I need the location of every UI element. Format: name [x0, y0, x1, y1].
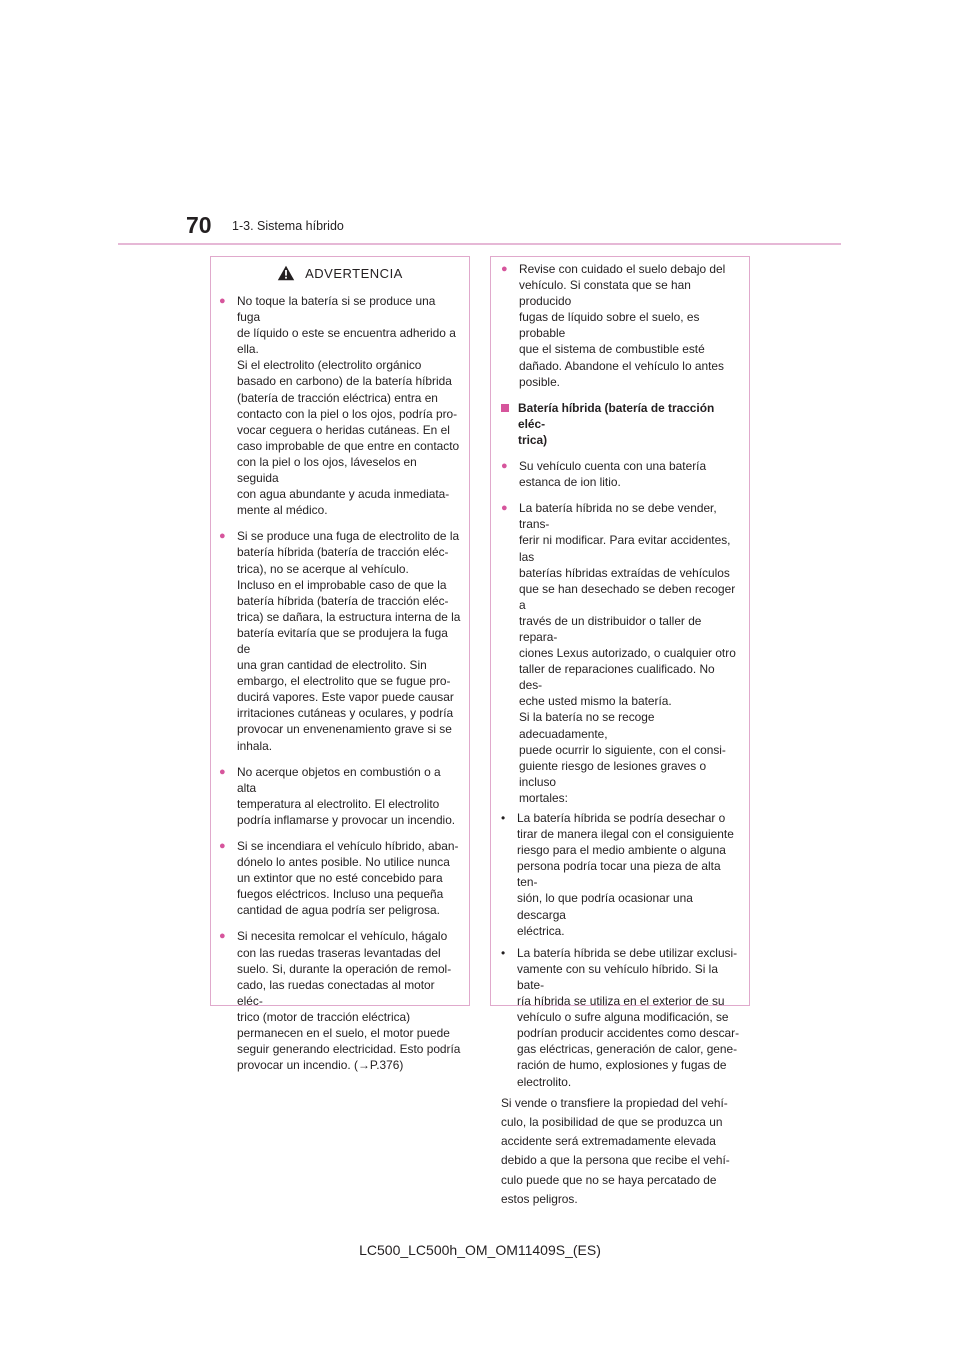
square-bullet-icon [501, 404, 509, 412]
list-item [219, 764, 461, 828]
list-item [501, 261, 741, 390]
warning-title: ADVERTENCIA [305, 265, 403, 281]
info-bullet-text: Su vehículo cuenta con una batería estanca de ion litio. [519, 459, 707, 490]
bullet-icon: ● [219, 530, 226, 543]
list-item [501, 458, 741, 490]
bullet-icon: ● [219, 295, 226, 307]
warning-header [211, 257, 469, 289]
list-item [219, 838, 461, 918]
sub-list-item [501, 810, 741, 939]
document-id: LC500_LC500h_OM_OM11409S_(ES) [359, 1242, 601, 1258]
bullet-icon: ● [219, 930, 226, 943]
info-bullet-text: La batería híbrida no se debe vender, trans- ferir ni modificar. Para evitar accidentes, las baterías híbridas extraídas de vehículos que se han desechado se deben recoger a través de un distribuidor o taller de repara- ciones Lexus autorizado, o cualquier otro taller de reparaciones cualificado. No des- eche usted mismo la batería. Si la batería no se recoge adecuadamente, puede ocurrir lo siguiente, con el consi- guiente riesgo de lesiones graves o incluso mortales: [519, 501, 736, 805]
section-title: 1-3. Sistema híbrido [232, 219, 344, 233]
warning-bullet-text: No acerque objetos en combustión o a alta temperatura al electrolito. El electrolito podría inflamarse y provocar un incendio. [237, 764, 456, 827]
sub-bullet-icon: • [501, 811, 506, 825]
warning-box [210, 256, 470, 1073]
closing-paragraph: Si vende o transfiere la propiedad del vehí- culo, la posibilidad de que se produzca un accidente será extremadamente elevada debido a que la persona que recibe el vehí- culo puede que no se haya percatado de estos peligros. [501, 1095, 730, 1207]
bullet-icon: ● [219, 840, 226, 852]
bullet-icon: ● [219, 765, 226, 778]
subheading [501, 400, 741, 448]
subheading-text: Batería híbrida (batería de tracción eléc- trica) [518, 400, 715, 447]
info-box [490, 256, 750, 1207]
sub-list-item [501, 945, 741, 1090]
warning-bullet-text: Si se produce una fuga de electrolito de la batería híbrida (batería de tracción eléc- trica), no se acerque al vehículo. Incluso en el improbable caso de que la batería híbrida (batería de tracción eléc- trica) se dañara, la estructura interna de la batería evitaría que se produjera la fuga de una gran cantidad de electrolito. Sin embargo, el electrolito que se fugue pro- ducirá vapores. Este vapor puede causar irritaciones cutáneas y oculares, y podría provocar un envenenamiento grave si se inhala. [237, 529, 461, 753]
header-rule [118, 243, 841, 245]
page-number: 70 [186, 212, 212, 238]
sub-bullet-icon: • [501, 945, 506, 960]
sub-item-text: La batería híbrida se debe utilizar exclusi- vamente con su vehículo híbrido. Si la bate- ría híbrida se utiliza en el exterior de su vehículo o sufre alguna modificación, se podrían producir accidentes como descar- gas eléctricas, generación de calor, gene- ración de humo, explosiones y fugas de electrolito. [517, 945, 740, 1089]
bullet-icon: ● [501, 263, 508, 275]
list-item [219, 928, 461, 1073]
sub-item-text: La batería híbrida se podría desechar o tirar de manera ilegal con el consiguiente riesgo para el medio ambiente o alguna persona podría tocar una pieza de alta ten- sión, lo que podría ocasionar una descarga eléctrica. [517, 811, 734, 938]
bullet-icon: ● [501, 502, 508, 515]
bullet-icon: ● [501, 460, 508, 473]
list-item [219, 293, 461, 518]
warning-bullet-text: No toque la batería si se produce una fuga de líquido o este se encuentra adherido a ella. Si el electrolito (electrolito orgánico basado en carbono) de la batería híbrida (batería de tracción eléctrica) entra en contacto con la piel o los ojos, podría pro- vocar ceguera o heridas cutáneas. En el caso improbable de que entre en contacto con la piel o los ojos, láveselos en seguida con agua abundante y acuda inmediata- mente al médico. [237, 294, 460, 518]
info-bullet-text: Revise con cuidado el suelo debajo del vehículo. Si constata que se han producido fugas de líquido sobre el suelo, es probable que el sistema de combustible esté dañado. Abandone el vehículo lo antes posible. [519, 262, 726, 389]
warning-triangle-icon [277, 265, 295, 281]
warning-bullet-text: Si necesita remolcar el vehículo, hágalo con las ruedas traseras levantadas del suelo. Si, durante la operación de remol- cado, las ruedas conectadas al motor eléc- trico (motor de tracción eléctrica) permanecen en el suelo, el motor puede seguir generando electricidad. Esto podría provocar un incendio. (→P.376) [237, 929, 461, 1073]
list-item [501, 500, 741, 806]
warning-bullet-text: Si se incendiara el vehículo híbrido, aban- dónelo lo antes posible. No utilice nunca un extintor que no esté concebido para fuegos eléctricos. Incluso una pequeña cantidad de agua podría ser peligrosa. [237, 839, 459, 918]
list-item [219, 528, 461, 753]
